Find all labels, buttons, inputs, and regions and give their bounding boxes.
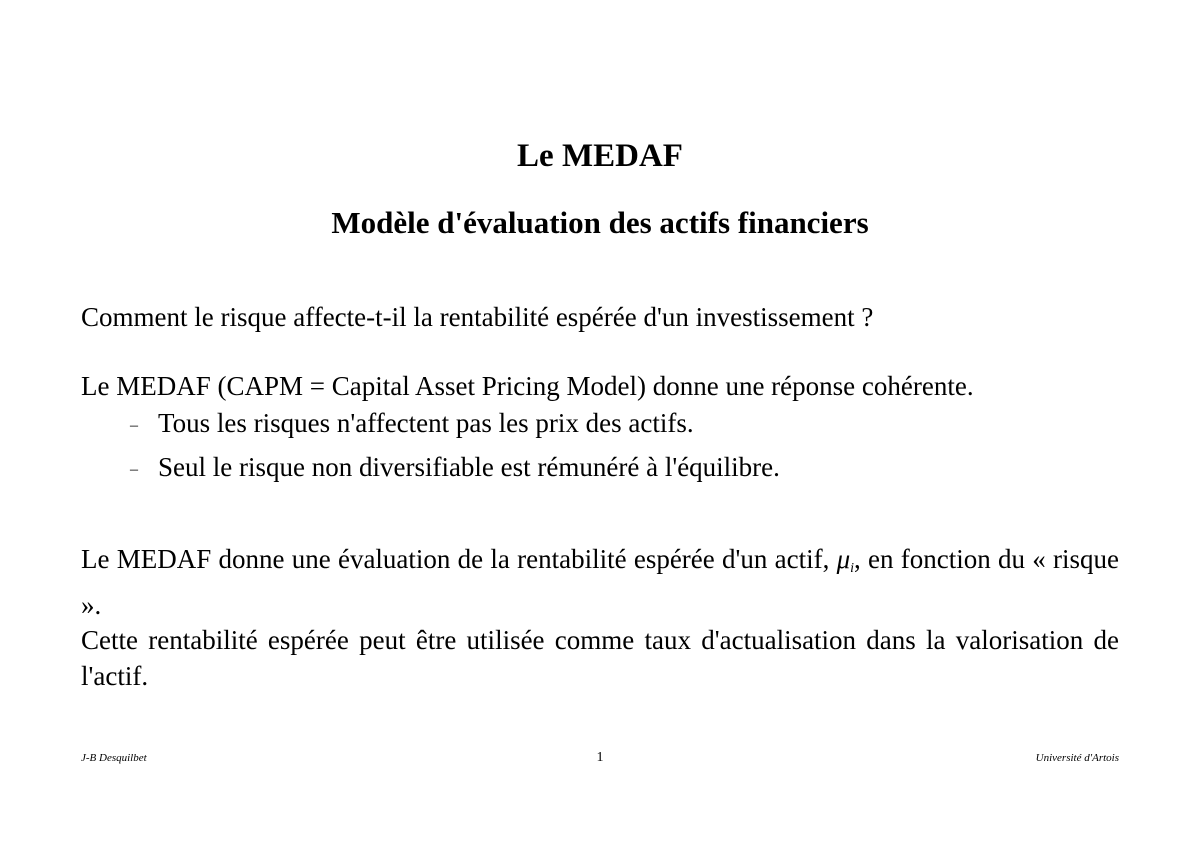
mu-symbol: μ: [836, 544, 851, 574]
bullet-text: Tous les risques n'affectent pas les prix des actifs.: [158, 408, 694, 438]
dash-marker: –: [130, 461, 138, 478]
evaluation-text-before: Le MEDAF donne une évaluation de la rentabilité espérée d'un actif,: [81, 544, 837, 574]
footer-page-number: 1: [596, 750, 604, 765]
bullet-text: Seul le risque non diversifiable est rémunéré à l'équilibre.: [158, 452, 780, 482]
bullet-item: [130, 405, 694, 444]
footer-institution: Université d'Artois: [1035, 752, 1119, 764]
bullet-item: [130, 449, 780, 488]
evaluation-text-after: , en fonction du « risque ».: [81, 544, 1119, 620]
footer-author: J-B Desquilbet: [81, 752, 147, 764]
evaluation-paragraph: [81, 541, 1119, 623]
dash-marker: –: [130, 417, 138, 434]
slide-subtitle: Modèle d'évaluation des actifs financiers: [331, 205, 869, 240]
slide-title: Le MEDAF: [517, 138, 683, 174]
discount-paragraph: Cette rentabilité espérée peut être utilisée comme taux d'actualisation dans la valorisation de l'actif.: [81, 625, 1119, 691]
question-paragraph: Comment le risque affecte-t-il la rentabilité espérée d'un investissement ?: [81, 302, 874, 332]
mu-subscript: i: [850, 561, 855, 576]
intro-paragraph: Le MEDAF (CAPM = Capital Asset Pricing Model) donne une réponse cohérente.: [81, 371, 974, 401]
